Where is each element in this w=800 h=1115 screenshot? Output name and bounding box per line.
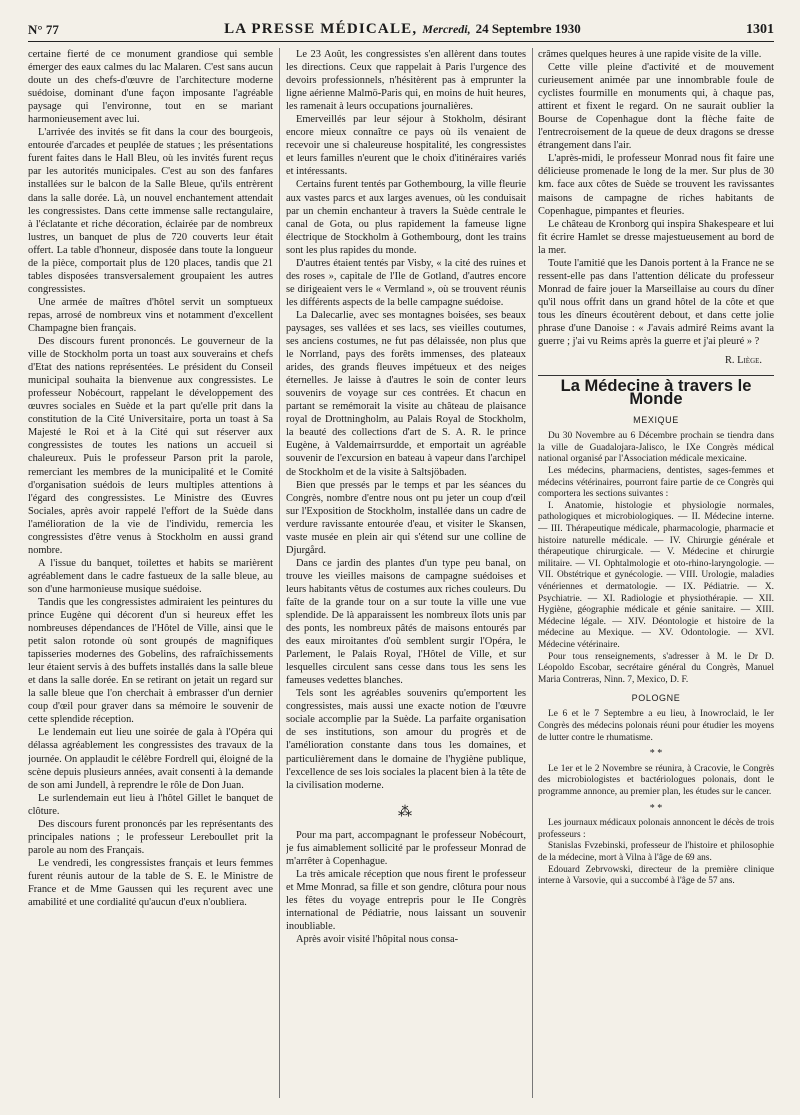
paragraph: L'après-midi, le professeur Monrad nous fit faire une délicieuse promenade le long de la mer. Sur plus de 30 km. face aux côtes de Suède se trouvent les ravissantes maisons de campagne de riches habitants de Copenhague, pimpantes et fleuries. <box>538 153 774 217</box>
header-rule <box>28 41 774 42</box>
paragraph: Emerveillés par leur séjour à Stokholm, désirant encore mieux connaître ce pays où ils venaient de recevoir une si chaleureuse hospitalité, les congressistes et leurs familles n'eurent que le choix d'itinéraires variés et intéressants. <box>286 114 526 178</box>
paragraph: Stanislas Fvzebinski, professeur de l'histoire et philosophie de la médecine, mort à Vilna à l'âge de 69 ans. <box>538 841 774 863</box>
section-title: La Médecine à travers le Monde <box>560 377 752 409</box>
paragraph: La très amicale réception que nous firent le professeur et Mme Monrad, sa fille et son gendre, clôtura pour nous les fêtes du voyage entrepris pour le IIe Congrès international de Pédiatrie, nous laissant un souvenir inoubliable. <box>286 868 526 933</box>
paragraph: Les médecins, pharmaciens, dentistes, sages-femmes et médecins vétérinaires, pourront faire partie de ce Congrès qui comportera les sections suivantes : <box>538 466 774 500</box>
mexique-block <box>538 431 774 686</box>
column-3 <box>538 48 774 1108</box>
country-heading-mexique: MEXIQUE <box>633 415 679 426</box>
paragraph: A l'issue du banquet, toilettes et habits se marièrent agréablement dans le cadre fastueux de la salle bleue, au son d'une harmonieuse musique suédoise. <box>28 557 273 595</box>
masthead <box>28 16 774 38</box>
column-1 <box>28 48 273 1108</box>
column-divider <box>532 48 533 1098</box>
paragraph: Après avoir visité l'hôpital nous consa- <box>296 934 459 946</box>
paragraph: Cette ville pleine d'activité et de mouvement curieusement animée par une innombrable foule de cyclistes fourmille en monuments qui, à chaque pas, attirent et fixent le regard. On ne saurait oublier la Bourse de Copenhague dont la flèche faite de l'entrecroisement de la queue de deux dragons se dresse étrangement dans l'air. <box>538 62 774 152</box>
country-heading-pologne: POLOGNE <box>631 693 681 704</box>
paragraph: Tandis que les congressistes admiraient les peintures du prince Eugène qui décorent d'un si heureux effet les nombreuses dépendances de l'Hôtel de Ville, ainsi que le petit salon rotonde où sont groupés de magnifiques tapisseries modernes des Gobelins, des rafraîchissements leur étaient servis à des buffets installés dans la salle bleue et dans la salle dorée. En se retirant on jetait un regard sur la salle bleue que l'on cherchait à embrasser d'un dernier coup d'œil pour graver dans sa mémoire le souvenir de cette splendide réception. <box>28 596 273 726</box>
asterism-ornament: * * <box>649 748 663 760</box>
paragraph: Des discours furent prononcés. Le gouverneur de la ville de Stockholm porta un toast aux souverains et chefs d'Etat des nations représentées. Le président du Conseil municipal souhaita la bienvenue aux congressistes. Le professeur Nobécourt, rappelant le développement des œuvres sociales en Suède et la part qu'elle prit dans la constitution de la Cité Universitaire, porta un toast à Sa Majesté le Roi et à la Cité qui sut réserver aux congressistes de toutes les nations un accueil si chaleureux. Puis le professeur Parson prit la parole, remerciant les membres de la municipalité et le Comité d'organisation suédois de leurs multiples attentions à l'égard des congressistes. Le Ministre des Œuvres Sociales, après avoir rappelé l'effort de la Suède dans l'amélioration de la vie de l'individu, remercia les congressistes d'être venus à Stockholm en aussi grand nombre. <box>28 336 273 556</box>
paragraph: Le surlendemain eut lieu à l'hôtel Gillet le banquet de clôture. <box>28 792 273 817</box>
issue-date: 24 Septembre 1930 <box>475 21 581 36</box>
paragraph: Une armée de maîtres d'hôtel servit un somptueux repas, arrosé de nombreux vins et notamment d'excellent Champagne bien français. <box>28 296 273 334</box>
paragraph: Dans ce jardin des plantes d'un type peu banal, on trouve les vieilles maisons de campagne suédoises et leurs habitants vêtus de costumes aux riches couleurs. Du faîte de la grande tour on a sur toute la ville une vue splendide. De là apparaissent les nombreux îlots unis par des ponts, les nombreux pâtés de maisons entourés par des eaux miroitantes d'où semblent surgir l'Opéra, le Parlement, le Palais Royal, l'Hôtel de Ville, et sur lesquelles circulent sans cesse dans tous les sens les fameuses vedettes blanches. <box>286 557 526 687</box>
section-rule <box>538 375 774 376</box>
paragraph: Le 23 Août, les congressistes s'en allèrent dans toutes les directions. Ceux que rappelait à Paris l'urgence des devoirs professionnels, n'hésitèrent pas à emprunter la ligne aérienne Malmö-Paris qui, en moins de huit heures, les ramenait à leurs occupations journalières. <box>286 49 526 113</box>
paragraph: Pour tous renseignements, s'adresser à M. le Dr D. Léopoldo Escobar, secrétaire général du Congrès, Manuel Maria Contreras, Ninn. 7, Mexico, D. F. <box>538 651 774 685</box>
paragraph: La Dalecarlie, avec ses montagnes boisées, ses beaux paysages, ses vallées et ses lacs, ses vieilles coutumes, ses anciens costumes, ne fut pas délaissée, non plus que le Norrland, pays des forêts immenses, des plateaux arides, des grands fleuves impétueux et des neiges éternelles. Je laisse à d'autres le soin de conter leurs souvenirs de voyage sur ces contrées. Et chacun en partant se remémorait la visite au château de plaisance royal de Drottningholm, au Palais Royal de Stockholm, la beauté des collections d'art de S. A. R. le prince Eugène, à Valdemairrsurdde, et emportait un agréable souvenir de l'excursion en bateau à vapeur dans l'archipel de Stockholm et de la visite à Saltsjöbaden. <box>286 309 526 478</box>
paragraph: Certains furent tentés par Gothembourg, la ville fleurie aux vastes parcs et aux larges avenues, où les conduisait par un chemin enchanteur à travers la Suède centrale le canal de Gota, ou plus rapidement la fameuse ligne électrique de Stockholm à Gothembourg, dont les trains sont les plus rapides du monde. <box>286 179 526 256</box>
paragraph: Le château de Kronborg qui inspira Shakespeare et lui fit écrire Hamlet se dresse majestueusement au bord de la mer. <box>538 218 774 256</box>
asterism-ornament: ⁂ <box>398 804 414 820</box>
paragraph: L'arrivée des invités se fit dans la cour des bourgeois, entourée d'arcades et peuplée de statues ; les présentations furent faites dans le Hall Bleu, où les invités furent reçus par les autorités municipales. C'est au son des fanfares installées sur le balcon de la Salle Bleue, qu'ils entrèrent dans la salle dorée. Là, un nouvel enchantement attendait les congressistes. Dans cette immense salle rectangulaire, à l'éclatante et riche décoration, éclairée par de nombreux lustres, un banquet de plus de 720 couverts leur était offert. La table d'honneur, disposée dans toute la longueur de la pièce, comportait plus de 120 places, tandis que 21 tables disposées transversalement groupaient les autres congressistes. <box>28 127 273 295</box>
paragraph: Tels sont les agréables souvenirs qu'emportent les congressistes, mais aussi une exacte notion de l'œuvre sociale accomplie par la Suède. La parfaite organisation de ses institutions, son amour du progrès et de l'amélioration constante dans tous les domaines, et particulièrement dans le domaine de l'hygiène publique, l'excellence de ses lois sociales la placent bien à la tête de la civilisation moderne. <box>286 688 526 791</box>
issue-day: Mercredi, <box>422 22 471 36</box>
column-2 <box>286 48 526 1108</box>
paragraph: certaine fierté de ce monument grandiose qui semble émerger des eaux calmes du lac Malaren. C'est sans aucun doute un des chefs-d'œuvre de l'architecture moderne suédoise, dominant d'une façon imposante l'agréable paysage qui l'environne, tout en se mariant harmonieusement avec lui. <box>28 49 273 126</box>
pologne-block <box>538 709 774 887</box>
paragraph: crâmes quelques heures à une rapide visite de la ville. <box>538 49 762 60</box>
paragraph: Pour ma part, accompagnant le professeur Nobécourt, je fus aimablement sollicité par le professeur Monrad de m'arrêter à Copenhague. <box>286 829 526 867</box>
paragraph: Le 6 et le 7 Septembre a eu lieu, à Inowroclaid, le Ier Congrès des médecins polonais réuni pour étudier les moyens de lutter contre le rhumatisme. <box>538 709 774 743</box>
paragraph: Du 30 Novembre au 6 Décembre prochain se tiendra dans la ville de Guadalojara-Jalisco, le IXe Congrès médical national organisé par l'Association médicale mexicaine. <box>538 431 774 465</box>
paragraph: Des discours furent prononcés par les représentants des principales nations ; le professeur Lereboullet prit la parole au nom des Français. <box>28 818 273 856</box>
paragraph: Les journaux médicaux polonais annoncent le décès de trois professeurs : <box>538 818 774 840</box>
page-number: 1301 <box>745 22 774 37</box>
journal-title-line <box>224 21 581 38</box>
issue-number: N° 77 <box>28 22 59 37</box>
paragraph: Le 1er et le 2 Novembre se réunira, à Cracovie, le Congrès des microbiologistes et bactériologues polonais, dont le programme annonce, au premier plan, les études sur le cancer. <box>538 763 774 797</box>
article-signature: R. Liège. <box>724 355 762 367</box>
paragraph: Le lendemain eut lieu une soirée de gala à l'Opéra qui délassa agréablement les congressistes des travaux de la journée. On applaudit le célèbre Fordrell qui, éloigné de la scène depuis plusieurs années, avait consenti à la demande de son ami Jundell, à reprendre le rôle de Don Juan. <box>28 727 273 791</box>
asterism-ornament: * * <box>649 802 663 814</box>
paragraph: D'autres étaient tentés par Visby, « la cité des ruines et des roses », capitale de l'Ile de Gotland, d'autres encore se dirigeaient vers le « Vermland », où se trouvent réunis les différents aspects de la belle campagne suédoise. <box>286 257 526 308</box>
journal-title: LA PRESSE MÉDICALE, <box>224 21 418 37</box>
column-divider <box>279 48 280 1098</box>
paragraph: Edouard Zebrvowski, directeur de la première clinique interne à Varsovie, qui a succombé à l'âge de 57 ans. <box>538 864 774 887</box>
paragraph: Bien que pressés par le temps et par les séances du Congrès, nombre d'entre nous ont pu jeter un coup d'œil sur l'Exposition de Stockholm, installée dans un cadre de verdure ravissante entourée d'eau, et visiter le Skansen, vaste musée en plein air qui s'étend sur une colline de Djurgård. <box>286 479 526 556</box>
paragraph: Le vendredi, les congressistes français et leurs femmes furent réunis autour de la table de S. E. le Ministre de France et de Mme Gaussen qui les reçurent avec une amabilité et une cordialité qu'aucun d'eux n'oubliera. <box>28 857 273 909</box>
paragraph: Toute l'amitié que les Danois portent à la France ne se ressent-elle pas dans l'attention délicate du professeur Monrad de faire jouer la Marseillaise au cours du dîner qu'il nous offrit dans un grand hôtel de la côte et que tous les dîneurs écoutèrent debout, et dans cette jolie phrase d'une Danoise : « J'avais admiré Reims avant la guerre ; j'ai vu Reims après la guerre et j'ai pleuré » ? <box>538 257 774 348</box>
paragraph: I. Anatomie, histologie et physiologie normales, pathologiques et microbiologiques. — II. Médecine interne. — III. Thérapeutique médicale, pharmacologie, pharmacie et histoire naturelle médicale. — IV. Chirurgie générale et thérapeutique chirurgicale. — V. Médecine et chirurgie militaire. — VI. Ophtalmologie et oto-rhino-laryngologie. — VII. Obstétrique et gynécologie. — VIII. Urologie, maladies vénériennes et dermatologie. — IX. Pédiatrie. — X. Psychiatrie. — XI. Radiologie et physiothérapie. — XII. Hygiène, géographie médicale et génie sanitaire. — XIII. Médecine légale. — XIV. Déontologie et histoire de la médecine au Mexique. — XV. Odontologie. — XVI. Médecine vétérinaire. <box>538 500 774 650</box>
